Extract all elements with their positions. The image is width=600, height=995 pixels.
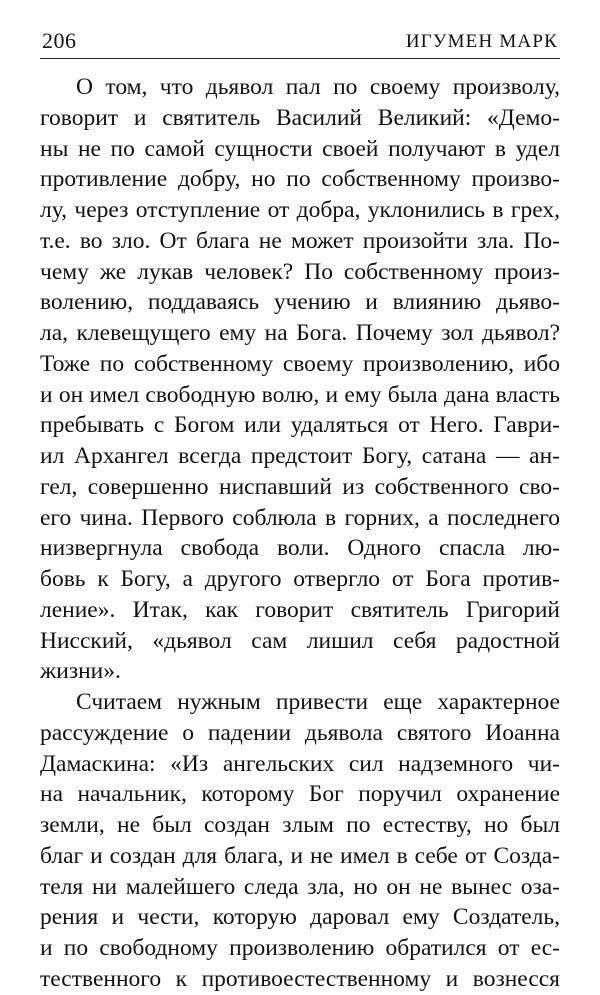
text-line: говорит и святитель Василий Великий: «Демо- [40,104,560,131]
running-title: ИГУМЕН МАРК [405,31,558,52]
text-line: волению, поддаваясь учению и влиянию дьяво- [40,289,560,316]
text-line: его чина. Первого соблюла в горних, а последнего [40,504,560,531]
text-line: жизни». [40,658,121,685]
text-line: т.е. во зло. От блага не может произойти зла. По- [40,227,560,254]
text-line: лу, через отступление от добра, уклонились в грех, [40,197,560,223]
text-line: ны не по самой сущности своей получают в удел [40,135,560,162]
running-header [40,26,560,59]
text-body [40,72,560,995]
text-line: чему же лукав человек? По собственному произ- [40,258,560,285]
text-line: и по свободному произволению обратился от ес- [40,935,560,961]
text-line: Тоже по собственному своему произволению, ибо [40,350,560,377]
text-line: на начальник, которому Бог поручил охранение [40,781,560,808]
text-line: тественного к противоестественному и вознесся [40,965,560,992]
text-line: противление добру, но по собственному произво- [40,166,560,193]
text-line: ил Архангел всегда предстоит Богу, сатана — ан- [40,443,560,469]
text-line: рения и чести, которую даровал ему Создатель, [40,904,560,931]
text-line: земли, не был создан злым по естеству, но был [40,812,560,838]
text-line: бовь к Богу, а другого отвергло от Бога против- [40,566,560,592]
text-line: ла, клевещущего ему на Бога. Почему зол дьявол? [40,320,560,346]
text-line: Нисский, «дьявол сам лишил себя радостной [40,627,560,654]
text-line: рассуждение о падении дьявола святого Иоанна [40,719,560,746]
text-line: гел, совершенно ниспавший из собственного сво- [40,473,560,500]
text-line: Дамаскина: «Из ангельских сил надземного чи- [40,750,560,777]
text-line: низвергнула свобода воли. Одного спасла лю- [40,535,560,562]
text-line: и он имел свободную волю, и ему была дана власть [40,381,560,408]
text-line: ление». Итак, как говорит святитель Григорий [40,596,560,623]
text-line: благ и создан для блага, и не имел в себе от Созда- [40,842,560,869]
text-line: О том, что дьявол пал по своему произволу, [76,74,560,100]
text-line: Считаем нужным привести еще характерное [76,689,560,715]
text-line: пребывать с Богом или удаляться от Него. Гаври- [40,412,560,439]
text-line: теля ни малейшего следа зла, но он не вынес оза- [40,873,560,900]
page-number: 206 [42,28,77,53]
